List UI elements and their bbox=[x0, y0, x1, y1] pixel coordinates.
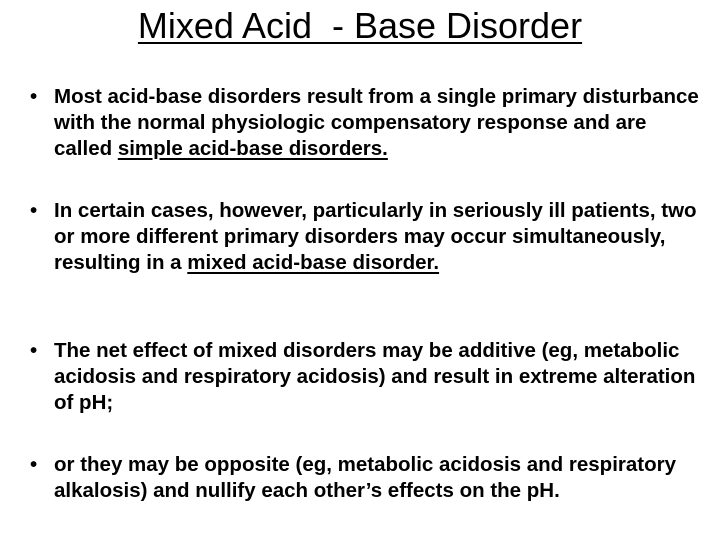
bullet-text-main: In certain cases, however, particularly in seriously ill patients, two or more different primary disorders may occur simultaneously, resulting in a bbox=[54, 199, 697, 274]
bullet-item-mixed-disorder bbox=[30, 198, 706, 276]
bullet-text bbox=[54, 198, 706, 276]
bullet-text bbox=[54, 84, 706, 162]
bullet-item-simple-disorders bbox=[30, 84, 706, 162]
bullet-text-main: Most acid-base disorders result from a single primary disturbance with the normal physiologic compensatory response and are called bbox=[54, 85, 699, 160]
bullet-icon: • bbox=[30, 453, 38, 476]
bullet-item-opposite-effect bbox=[30, 452, 706, 504]
bullet-term-underlined: mixed acid-base disorder. bbox=[187, 251, 440, 274]
bullet-text: The net effect of mixed disorders may be additive (eg, metabolic acidosis and respiratory acidosis) and result in extreme alteration of pH; bbox=[54, 339, 696, 414]
bullet-icon: • bbox=[30, 339, 38, 362]
bullet-text: or they may be opposite (eg, metabolic acidosis and respiratory alkalosis) and nullify each other’s effects on the pH. bbox=[54, 453, 677, 502]
slide-title-text: Mixed Acid - Base Disorder bbox=[137, 5, 583, 46]
bullet-term-underlined: simple acid-base disorders. bbox=[117, 137, 388, 160]
bullet-icon: • bbox=[30, 199, 38, 222]
bullet-icon: • bbox=[30, 85, 38, 108]
bullet-item-additive-effect bbox=[30, 338, 706, 416]
